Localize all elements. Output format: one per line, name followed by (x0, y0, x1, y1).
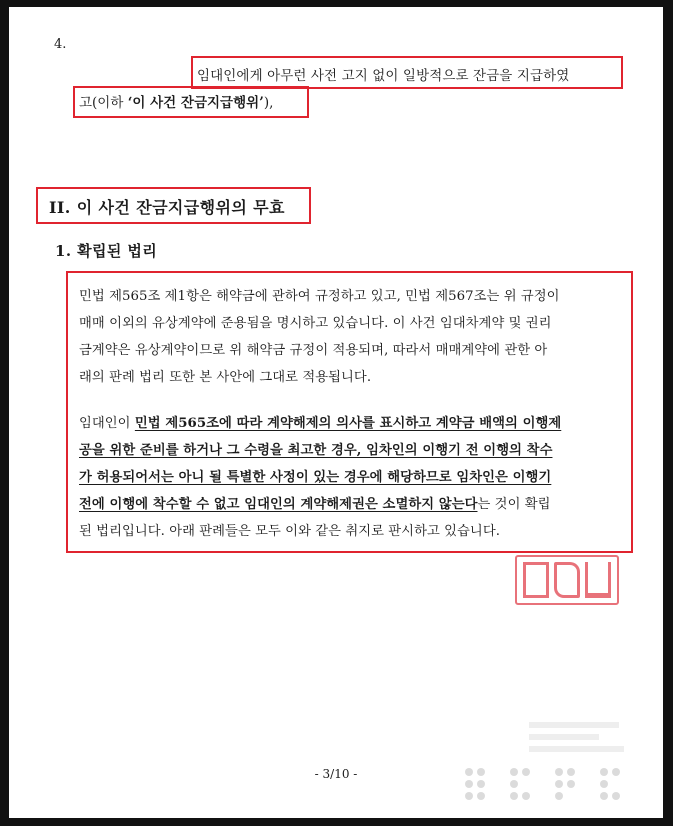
para2-line4: 전에 이행에 착수할 수 없고 임대인의 계약해제권은 소멸하지 않는다는 것이 확립 (79, 497, 551, 512)
para1-line1: 민법 제565조 제1항은 해약금에 관하여 규정하고 있고, 민법 제567조는 위 규정이 (79, 289, 560, 304)
subsection-title: 1. 확립된 법리 (55, 242, 158, 260)
section-title: II. 이 사건 잔금지급행위의 무효 (49, 198, 285, 217)
para1-line4: 래의 판례 법리 또한 본 사안에 그대로 적용됩니다. (79, 370, 372, 385)
para1-line2: 매매 이외의 유상계약에 준용됨을 명시하고 있습니다. 이 사건 임대차계약 및 권리 (79, 316, 552, 331)
document-page (9, 7, 663, 818)
defined-term: ‘이 사건 잔금지급행위’ (127, 95, 264, 111)
para2-line5: 된 법리입니다. 아래 판례들은 모두 이와 같은 취지로 판시하고 있습니다. (79, 524, 500, 539)
intro-line1: 임대인에게 아무런 사전 고지 없이 일방적으로 잔금을 지급하였 (197, 68, 570, 84)
item-number: 4. (54, 37, 67, 52)
intro-line2: 고(이하 ‘이 사건 잔금지급행위’), (79, 95, 274, 111)
para2-line3: 가 허용되어서는 아니 될 특별한 사정이 있는 경우에 해당하므로 임차인은 이행기 (79, 470, 552, 485)
para2-line1: 임대인이 민법 제565조에 따라 계약해제의 의사를 표시하고 계약금 배액의 이행제 (79, 416, 562, 431)
para1-line3: 금계약은 유상계약이므로 위 해약금 규정이 적용되며, 따라서 매매계약에 관한 아 (79, 343, 548, 358)
watermark-dots (449, 712, 639, 812)
para2-line2: 공을 위한 준비를 하거나 그 수령을 최고한 경우, 임차인의 이행기 전 이행의 착수 (79, 443, 553, 458)
red-seal-stamp (515, 555, 619, 605)
page-number: - 3/10 - (314, 767, 358, 781)
